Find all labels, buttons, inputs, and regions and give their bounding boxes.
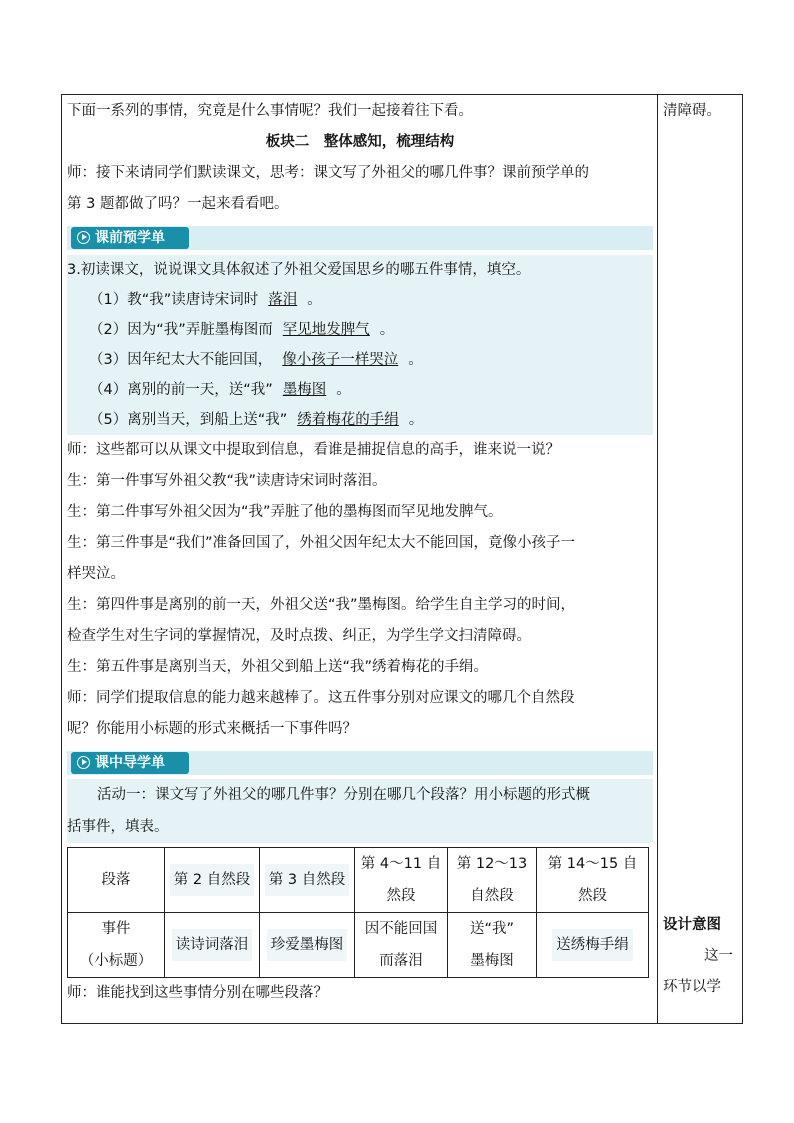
section-title: 板块二 整体感知，梳理结构	[265, 134, 455, 150]
dialog-line: 样哭泣。	[67, 566, 125, 582]
fill-item-text: （4）离别的前一天，送“我”	[89, 382, 273, 398]
in-class-banner	[67, 751, 653, 775]
cell-text: 第 3 自然段	[265, 864, 349, 896]
fill-item	[67, 405, 653, 435]
design-intent-line1: 这一	[704, 948, 733, 964]
play-icon	[77, 756, 90, 769]
cell-text: 段落	[101, 872, 131, 888]
cell-text: 第 12～13	[456, 856, 528, 872]
fill-item-text: （5）离别当天，到船上送“我”	[89, 412, 288, 428]
cell-text: 然段	[386, 888, 416, 904]
cell-text: 读诗词落泪	[172, 929, 253, 961]
pre-study-label: 课前预学单	[95, 230, 165, 246]
activity-box	[67, 779, 653, 843]
table-cell	[165, 848, 260, 913]
dialog-line: 检查学生对生字词的掌握情况，及时点拨、纠正，为学生学文扫清障碍。	[67, 628, 531, 644]
cell-text: 珍爱墨梅图	[267, 929, 348, 961]
fill-item	[67, 315, 653, 345]
table-cell	[260, 913, 355, 978]
teacher-question-line2: 第 3 题都做了吗？一起来看看吧。	[67, 196, 289, 212]
cell-text: （小标题）	[79, 953, 153, 969]
side-column	[663, 94, 739, 995]
cell-text: 第 4～11 自	[360, 856, 442, 872]
table-header-cell	[68, 848, 165, 913]
activity-line2: 括事件，填表。	[67, 819, 169, 835]
fill-item	[67, 345, 653, 375]
fill-answer: 墨梅图	[282, 382, 327, 398]
cell-text: 因不能回国	[364, 921, 438, 937]
table-cell	[448, 848, 537, 913]
fill-item-text: （3）因年纪太大不能回国，	[89, 352, 273, 368]
question-3-box	[67, 254, 653, 435]
dialog-line: 师：同学们提取信息的能力越来越棒了。这五件事分别对应课文的哪几个自然段	[67, 690, 575, 706]
dialog-line: 师：这些都可以从课文中提取到信息，看谁是捕捉信息的高手，谁来说一说？	[67, 442, 560, 458]
fill-answer: 罕见地发脾气	[282, 322, 370, 338]
pre-study-tab	[71, 227, 189, 249]
cell-text: 送绣梅手绢	[552, 929, 633, 961]
in-class-tab	[71, 752, 189, 774]
dialog-line: 生：第四件事是离别的前一天，外祖父送“我”墨梅图。给学生自主学习的时间，	[67, 597, 576, 613]
dialog-line: 呢？你能用小标题的形式来概括一下事件吗？	[67, 721, 357, 737]
table-row	[68, 848, 649, 913]
design-intent-title: 设计意图	[663, 917, 721, 933]
table-cell	[355, 913, 448, 978]
design-intent	[663, 910, 739, 1003]
table-row	[68, 913, 649, 978]
intro-text: 下面一系列的事情，究竟是什么事情呢？我们一起接着往下看。	[67, 103, 473, 119]
event-table	[67, 847, 649, 978]
pre-study-banner	[67, 226, 653, 250]
cell-text: 然段	[578, 888, 607, 904]
activity-line1: 活动一：课文写了外祖父的哪几件事？分别在哪几个段落？用小标题的形式概	[97, 787, 590, 803]
fill-answer: 像小孩子一样哭泣	[282, 352, 399, 368]
design-intent-line2: 环节以学	[663, 979, 721, 995]
fill-item-text: （1）教“我”读唐诗宋词时	[89, 292, 259, 308]
cell-text: 墨梅图	[470, 953, 514, 969]
dialog-line: 生：第三件事是“我们”准备回国了，外祖父因年纪太大不能回国，竟像小孩子一	[67, 535, 576, 551]
cell-text: 送“我”	[469, 921, 515, 937]
question-3-prompt: 3.初读课文，说说课文具体叙述了外祖父爱国思乡的哪五件事情，填空。	[67, 262, 531, 278]
side-top-text: 清障碍。	[663, 103, 721, 119]
cell-text: 第 2 自然段	[170, 864, 254, 896]
main-column	[67, 94, 653, 1009]
cell-text: 自然段	[470, 888, 514, 904]
table-header-cell	[68, 913, 165, 978]
column-divider	[657, 94, 658, 1024]
table-cell	[537, 848, 649, 913]
fill-item-end: 。	[336, 382, 351, 398]
cell-text: 而落泪	[379, 953, 423, 969]
table-cell	[537, 913, 649, 978]
in-class-label: 课中导学单	[95, 755, 165, 771]
play-icon	[77, 231, 90, 244]
fill-item-end: 。	[408, 412, 424, 428]
dialog-line: 生：第一件事写外祖父教“我”读唐诗宋词时落泪。	[67, 473, 387, 489]
closing-question: 师：谁能找到这些事情分别在哪些段落？	[67, 985, 328, 1001]
fill-item-end: 。	[408, 352, 423, 368]
teacher-question-line1: 师：接下来请同学们默读课文，思考：课文写了外祖父的哪几件事？课前预学单的	[67, 165, 589, 181]
table-cell	[165, 913, 260, 978]
cell-text: 第 14～15 自	[547, 856, 638, 872]
fill-answer: 落泪	[268, 292, 298, 308]
fill-item	[67, 285, 653, 315]
table-cell	[355, 848, 448, 913]
dialog-line: 生：第五件事是离别当天，外祖父到船上送“我”绣着梅花的手绢。	[67, 659, 489, 675]
fill-answer: 绣着梅花的手绢	[297, 412, 399, 428]
cell-text: 事件	[101, 921, 131, 937]
table-cell	[448, 913, 537, 978]
table-cell	[260, 848, 355, 913]
fill-item-text: （2）因为“我”弄脏墨梅图而	[89, 322, 273, 338]
fill-item-end: 。	[307, 292, 322, 308]
fill-item	[67, 375, 653, 405]
dialog-line: 生：第二件事写外祖父因为“我”弄脏了他的墨梅图而罕见地发脾气。	[67, 504, 503, 520]
fill-item-end: 。	[379, 322, 395, 338]
